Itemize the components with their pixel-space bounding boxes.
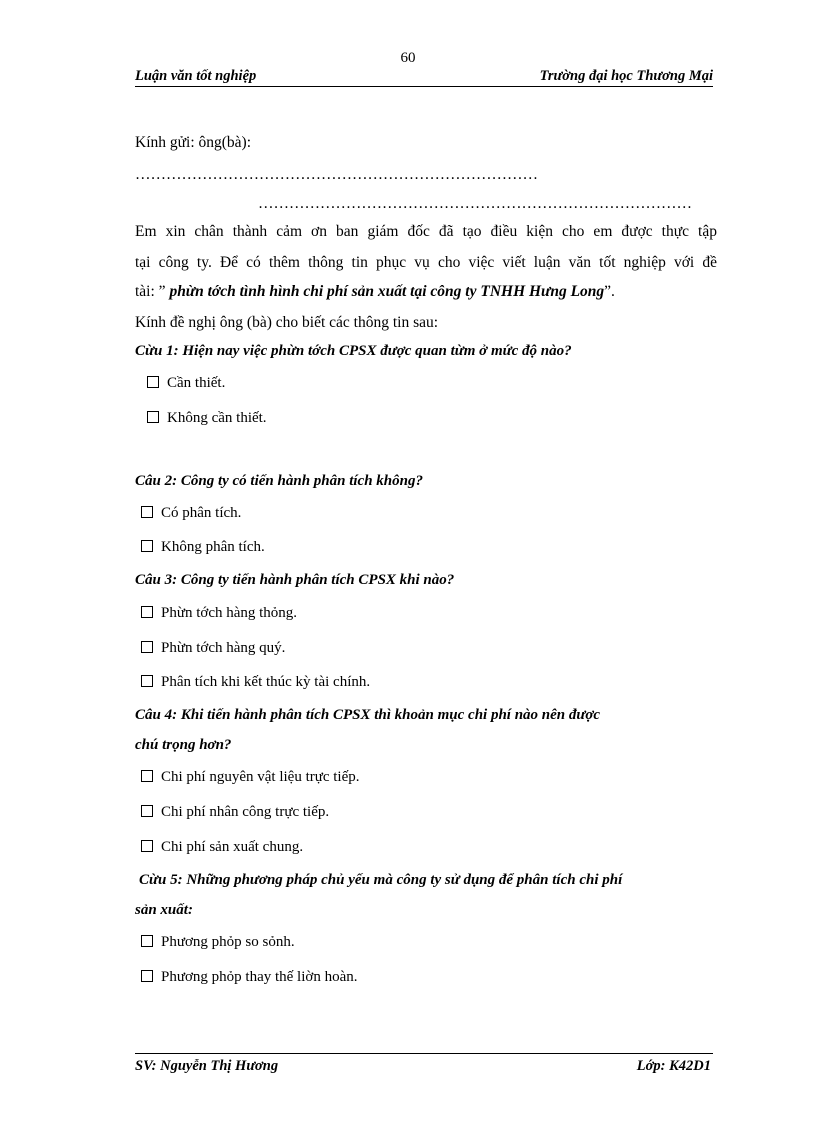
checkbox-icon[interactable] [141,506,153,518]
option-label: Phừn tớch hàng quý. [161,640,286,656]
dotted-line-2: ………………………………………………………………………… [258,195,692,212]
request-line: Kính đề nghị ông (bà) cho biết các thông tin sau: [135,314,439,331]
checkbox-icon[interactable] [141,540,153,552]
option-label: Chi phí sản xuất chung. [161,839,304,855]
option-label: Phân tích khi kết thúc kỳ tài chính. [161,674,371,690]
footer-student-name: SV: Nguyễn Thị Hương [135,1058,279,1074]
checkbox-icon[interactable] [147,411,159,423]
q2-option-1[interactable] [141,505,241,522]
intro-line-3-suffix: ”. [604,283,615,300]
q2-option-2[interactable] [141,539,265,556]
q4-option-2[interactable] [141,804,329,821]
checkbox-icon[interactable] [141,805,153,817]
checkbox-icon[interactable] [141,935,153,947]
option-label: Chi phí nhân công trực tiếp. [161,804,330,820]
option-label: Cần thiết. [167,375,226,391]
header-rule [135,86,713,87]
header-university-label: Trường đại học Thương Mại [539,68,713,84]
checkbox-icon[interactable] [141,840,153,852]
checkbox-icon[interactable] [147,376,159,388]
dotted-line-1: …………………………………………………………………… [135,166,538,183]
checkbox-icon[interactable] [141,641,153,653]
header-thesis-label: Luận văn tốt nghiệp [135,68,257,84]
question-4-line-2: chú trọng hơn? [135,737,232,753]
q3-option-1[interactable] [141,605,297,622]
question-3: Câu 3: Công ty tiến hành phân tích CPSX khi nào? [135,572,455,588]
question-2: Câu 2: Công ty có tiến hành phân tích không? [135,473,423,489]
checkbox-icon[interactable] [141,770,153,782]
footer-class-code: Lớp: K42D1 [636,1058,711,1074]
q5-option-1[interactable] [141,934,295,951]
question-4-line-1: Câu 4: Khi tiến hành phân tích CPSX thì khoản mục chi phí nào nên được [135,707,601,723]
q3-option-3[interactable] [141,674,370,691]
option-label: Phương phỏp so sỏnh. [161,934,295,950]
page-number: 60 [400,50,416,66]
option-label: Phừn tớch hàng thỏng. [161,605,298,621]
q4-option-3[interactable] [141,839,303,856]
option-label: Chi phí nguyên vật liệu trực tiếp. [161,769,360,785]
option-label: Không phân tích. [161,539,265,555]
q1-option-1[interactable] [147,375,225,392]
question-1: Cừu 1: Hiện nay việc phừn tớch CPSX được quan từm ở mức độ nào? [135,343,572,359]
intro-line-2: tại công ty. Để có thêm thông tin phục vụ cho việc viết luận văn tốt nghiệp với đề [135,254,717,271]
salutation: Kính gửi: ông(bà): [135,134,252,151]
option-label: Có phân tích. [161,505,242,521]
footer-rule [135,1053,713,1054]
q4-option-1[interactable] [141,769,360,786]
q5-option-2[interactable] [141,969,357,986]
thesis-title: phừn tớch tình hình chi phí sản xuất tại công ty TNHH Hưng Long [169,283,605,300]
checkbox-icon[interactable] [141,675,153,687]
option-label: Không cần thiết. [167,410,267,426]
intro-line-3 [135,283,615,301]
question-5-line-1: Cừu 5: Những phương pháp chủ yếu mà công ty sử dụng để phân tích chi phí [139,872,623,888]
question-5-line-2: sản xuất: [135,902,193,918]
q3-option-2[interactable] [141,640,285,657]
intro-line-3-prefix: tài: ” [135,283,170,300]
q1-option-2[interactable] [147,410,267,427]
intro-line-1: Em xin chân thành cảm ơn ban giám đốc đã tạo điều kiện cho em được thực tập [135,223,717,240]
checkbox-icon[interactable] [141,970,153,982]
option-label: Phương phỏp thay thế liờn hoàn. [161,969,358,985]
checkbox-icon[interactable] [141,606,153,618]
